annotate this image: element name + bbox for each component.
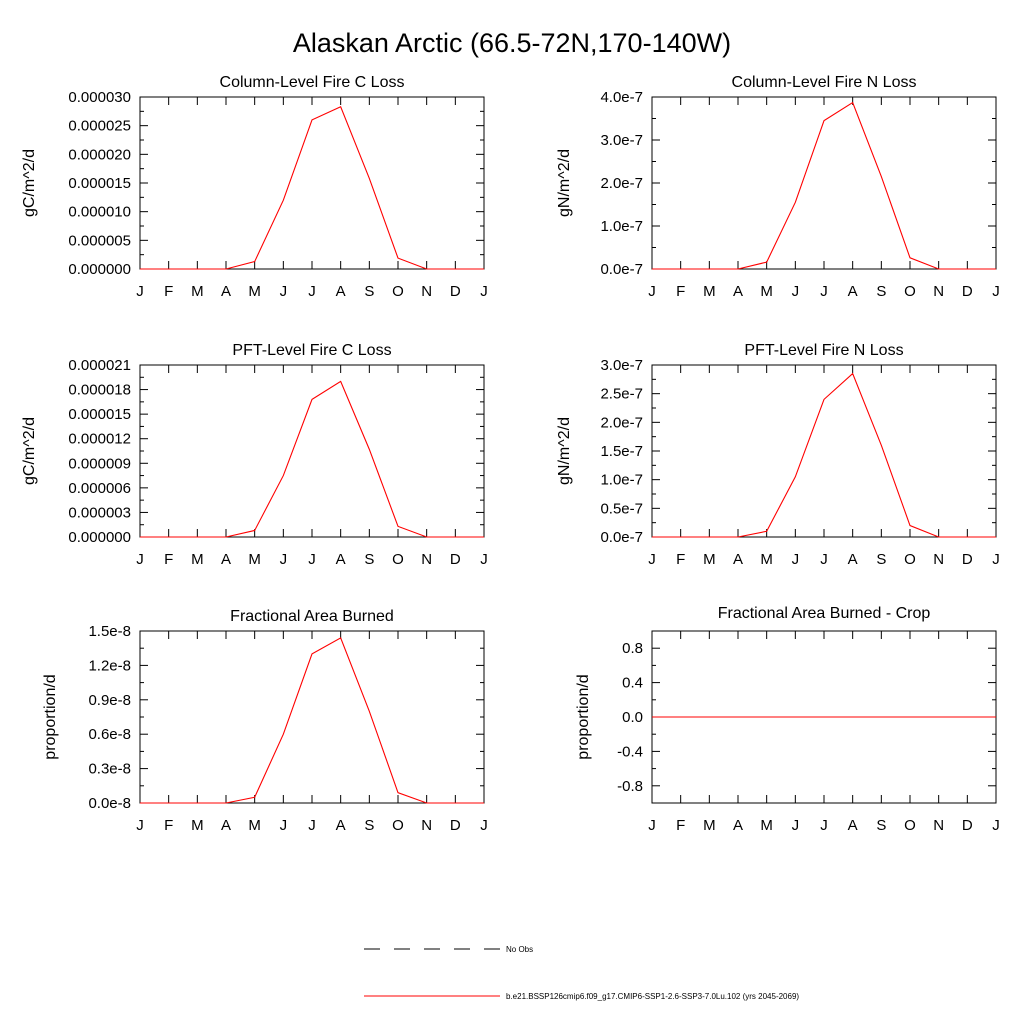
x-tick-label: D [961, 551, 973, 568]
y-tick-label: 0.4 [622, 674, 643, 692]
x-tick-label: J [308, 551, 316, 568]
panel-title: Fractional Area Burned - Crop [717, 605, 931, 622]
x-tick-label: N [933, 817, 945, 834]
x-tick-label: A [732, 551, 744, 568]
x-tick-label: J [480, 551, 488, 568]
legend [364, 945, 799, 1001]
x-tick-label: J [791, 817, 800, 834]
panel-title: Fractional Area Burned [230, 608, 394, 625]
y-tick-label: -0.4 [617, 743, 643, 761]
x-tick-label: J [820, 551, 828, 568]
plot-frame [140, 97, 484, 269]
y-tick-label: 4.0e-7 [600, 89, 643, 106]
x-tick-label: J [791, 551, 800, 568]
x-tick-label: M [248, 817, 261, 834]
panel-1 [21, 74, 488, 300]
series-line [140, 638, 484, 803]
y-tick-label: 0.0 [622, 709, 643, 726]
series-line [652, 103, 996, 269]
y-tick-label: 0.9e-8 [88, 691, 131, 709]
x-tick-label: J [648, 283, 656, 300]
y-tick-label: 0.000005 [68, 232, 131, 250]
series-line [652, 374, 996, 537]
x-tick-label: J [279, 817, 288, 834]
x-tick-label: J [648, 551, 656, 568]
x-tick-label: M [248, 283, 261, 300]
panel-3 [21, 342, 488, 568]
panel-2 [556, 74, 1000, 300]
x-tick-label: O [392, 551, 404, 568]
x-tick-label: J [820, 817, 828, 834]
y-tick-label: 1.5e-8 [88, 623, 131, 640]
series-line [140, 381, 484, 537]
x-tick-label: J [992, 817, 1000, 834]
panel-title: PFT-Level Fire C Loss [232, 342, 392, 359]
x-tick-label: O [904, 283, 916, 300]
y-axis-label: gC/m^2/d [21, 149, 38, 217]
x-tick-label: D [961, 283, 973, 300]
y-tick-label: 0.000003 [68, 504, 131, 522]
y-tick-label: 0.0e-7 [600, 261, 643, 278]
x-tick-label: J [480, 817, 488, 834]
panel-title: Column-Level Fire C Loss [219, 74, 405, 91]
x-tick-label: N [421, 551, 433, 568]
x-tick-label: J [279, 283, 288, 300]
x-tick-label: A [220, 817, 232, 834]
x-tick-label: N [933, 283, 945, 300]
x-tick-label: F [164, 283, 174, 300]
y-tick-label: 0.000020 [68, 146, 131, 164]
legend-label: No Obs [506, 945, 534, 954]
x-tick-label: J [992, 551, 1000, 568]
panel-4 [556, 342, 1000, 568]
x-tick-label: F [676, 551, 686, 568]
x-tick-label: D [449, 283, 461, 300]
x-tick-label: F [676, 817, 686, 834]
x-tick-label: M [760, 817, 773, 834]
x-tick-label: S [876, 283, 887, 300]
x-tick-label: J [308, 817, 316, 834]
plot-frame [652, 365, 996, 537]
x-tick-label: D [961, 817, 973, 834]
x-tick-label: A [335, 817, 346, 834]
y-tick-label: 0.000018 [68, 381, 131, 399]
y-tick-label: 3.0e-7 [600, 357, 643, 374]
x-tick-label: N [421, 817, 433, 834]
x-tick-label: D [449, 817, 461, 834]
y-axis-label: gC/m^2/d [21, 417, 38, 485]
panel-title: PFT-Level Fire N Loss [744, 342, 904, 359]
y-tick-label: 0.000012 [68, 430, 131, 448]
panel-5 [42, 608, 488, 834]
y-tick-label: 0.000015 [68, 175, 131, 192]
y-tick-label: 0.000006 [68, 479, 131, 497]
x-tick-label: J [648, 817, 656, 834]
y-tick-label: 0.5e-7 [600, 500, 643, 518]
y-tick-label: 0.000021 [68, 357, 131, 374]
x-tick-label: A [335, 551, 346, 568]
x-tick-label: F [164, 817, 174, 834]
y-tick-label: 0.000010 [68, 203, 131, 221]
x-tick-label: S [364, 817, 375, 834]
x-tick-label: S [364, 283, 375, 300]
y-axis-label: gN/m^2/d [556, 417, 573, 485]
x-tick-label: M [248, 551, 261, 568]
panels [21, 74, 1000, 834]
x-tick-label: M [703, 817, 716, 834]
x-tick-label: N [933, 551, 945, 568]
x-tick-label: A [732, 817, 744, 834]
plot-frame [140, 631, 484, 803]
x-tick-label: M [191, 551, 204, 568]
y-tick-label: 1.5e-7 [600, 443, 643, 460]
y-tick-label: 1.0e-7 [600, 471, 643, 489]
y-tick-label: 2.0e-7 [600, 175, 643, 192]
y-tick-label: 0.8 [622, 640, 643, 658]
x-tick-label: S [364, 551, 375, 568]
y-tick-label: -0.8 [617, 777, 643, 795]
plot-frame [652, 97, 996, 269]
y-tick-label: 0.6e-8 [88, 726, 131, 744]
plot-frame [140, 365, 484, 537]
y-tick-label: 0.000000 [68, 529, 131, 546]
x-tick-label: A [220, 283, 232, 300]
y-axis-label: proportion/d [575, 674, 592, 760]
panel-title: Column-Level Fire N Loss [731, 74, 917, 91]
x-tick-label: A [732, 283, 744, 300]
x-tick-label: J [820, 283, 828, 300]
x-tick-label: A [335, 283, 346, 300]
y-tick-label: 0.000009 [68, 455, 131, 473]
x-tick-label: J [992, 283, 1000, 300]
y-tick-label: 2.0e-7 [600, 414, 643, 432]
y-tick-label: 0.0e-8 [88, 795, 131, 812]
legend-label: b.e21.BSSP126cmip6.f09_g17.CMIP6-SSP1-2.6-SSP3-7.0Lu.102 (yrs 2045-2069) [506, 992, 800, 1001]
y-tick-label: 1.2e-8 [88, 657, 131, 675]
y-tick-label: 0.000030 [68, 89, 131, 106]
x-tick-label: A [847, 551, 858, 568]
x-tick-label: J [136, 817, 144, 834]
y-tick-label: 0.0e-7 [600, 529, 643, 546]
x-tick-label: A [847, 817, 858, 834]
x-tick-label: A [847, 283, 858, 300]
x-tick-label: J [136, 283, 144, 300]
y-tick-label: 2.5e-7 [600, 385, 643, 403]
y-axis-label: gN/m^2/d [556, 149, 573, 217]
x-tick-label: M [191, 283, 204, 300]
y-axis-label: proportion/d [42, 674, 59, 760]
y-tick-label: 3.0e-7 [600, 132, 643, 149]
x-tick-label: S [876, 551, 887, 568]
y-tick-label: 1.0e-7 [600, 218, 643, 235]
x-tick-label: J [279, 551, 288, 568]
figure-title: Alaskan Arctic (66.5-72N,170-140W) [292, 28, 732, 58]
x-tick-label: M [703, 283, 716, 300]
x-tick-label: J [136, 551, 144, 568]
series-line [140, 107, 484, 269]
panel-6 [575, 605, 1000, 834]
x-tick-label: J [791, 283, 800, 300]
y-tick-label: 0.000000 [68, 261, 131, 278]
x-tick-label: D [449, 551, 461, 568]
x-tick-label: J [480, 283, 488, 300]
x-tick-label: O [392, 283, 404, 300]
x-tick-label: F [164, 551, 174, 568]
x-tick-label: M [760, 551, 773, 568]
x-tick-label: S [876, 817, 887, 834]
x-tick-label: M [760, 283, 773, 300]
y-tick-label: 0.3e-8 [88, 760, 131, 778]
x-tick-label: M [191, 817, 204, 834]
x-tick-label: O [392, 817, 404, 834]
x-tick-label: J [308, 283, 316, 300]
x-tick-label: F [676, 283, 686, 300]
x-tick-label: O [904, 551, 916, 568]
x-tick-label: O [904, 817, 916, 834]
x-tick-label: M [703, 551, 716, 568]
x-tick-label: A [220, 551, 232, 568]
y-tick-label: 0.000025 [68, 117, 131, 135]
x-tick-label: N [421, 283, 433, 300]
y-tick-label: 0.000015 [68, 406, 131, 424]
